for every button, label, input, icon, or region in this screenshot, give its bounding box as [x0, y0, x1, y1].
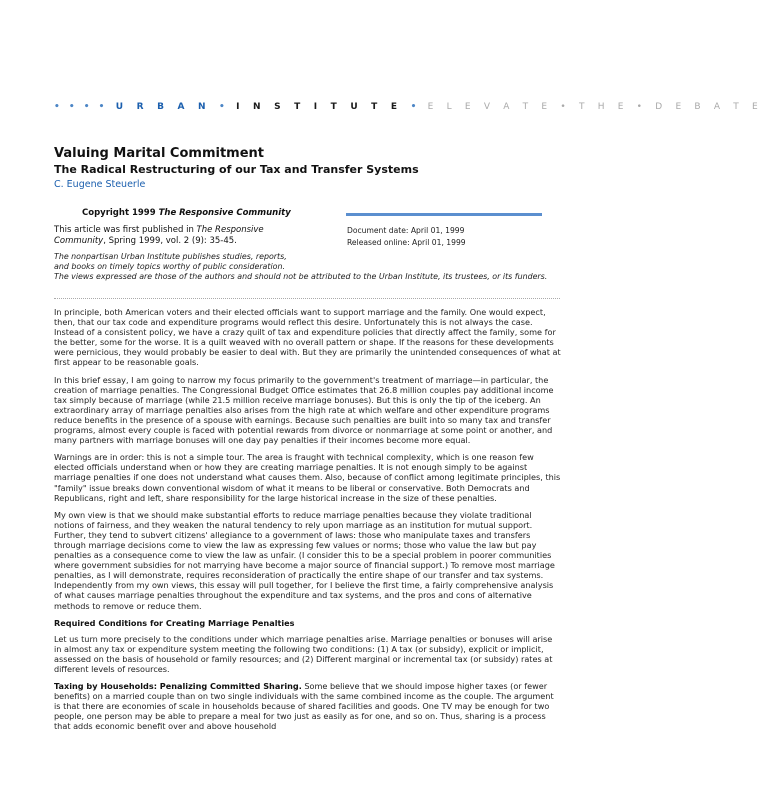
masthead-dots: • • • •: [54, 102, 108, 112]
paragraph: [54, 681, 562, 731]
released-online-date: Released online: April 01, 1999: [347, 238, 466, 247]
paragraph-lead: Taxing by Households: Penalizing Committed Sharing.: [54, 681, 302, 692]
paragraph: Warnings are in order: this is not a simple tour. The area is fraught with technical complexity, which is one reason few elected officials understand when or how they are creating marriage penalties. It is not enough simply to be against marriage penalties if one does not understand what causes them. Also, because of conflict among legitimate principles, this "family" issue breaks down conventional wisdom of what it means to be liberal or conservative. Both Democrats and Republicans, right and left, share responsibility for the large historical increase in the size of these penalties.: [54, 452, 561, 503]
paragraph: My own view is that we should make substantial efforts to reduce marriage penalties because they violate traditional notions of fairness, and they weaken the natural tendency to rely upon marriage as an institution for mutual support. Further, they tend to subvert citizens' allegiance to a government of laws: those who manipulate taxes and transfers through marriage decisions come to view the law as expressing few values or norms; those who value the law but pay penalties as a consequence come to view the law as unfair. (I consider this to be a special problem in poorer communities where government subsidies for not marrying have become a major source of financial support.) To remove most marriage penalties, as I will demonstrate, requires reconsideration of practically the entire shape of our transfer and tax systems. Independently from my own views, this essay will pull together, for I believe the first time, a fairly comprehensive analysis of what causes marriage penalties throughout the expenditure and tax systems, and the pros and cons of alternative methods to remove or reduce them.: [54, 509, 555, 611]
masthead-institute: I N S T I T U T E: [236, 102, 403, 112]
section-heading: Required Conditions for Creating Marriage Penalties: [54, 617, 295, 628]
paragraph-text: Some believe that we should impose higher taxes (or fewer benefits) on a married couple than on two single individuals with the same combined income as the couple. The argument is that there are economies of scale in households because of shared facilities and goods. One TV may be enough for two people, one person may be able to prepare a meal for two just as easily as for one, and so on. Thus, sharing is a process that adds economic benefit over and above household: [54, 681, 554, 732]
masthead-urban: U R B A N: [115, 102, 211, 112]
article-subtitle: The Radical Restructuring of our Tax and Transfer Systems: [54, 163, 419, 176]
article-title: Valuing Marital Commitment: [54, 146, 264, 161]
disclaimer-line: The views expressed are those of the authors and should not be attributed to the Urban Institute, its trustees, or its funders.: [54, 272, 548, 281]
masthead-tagline: E L E V A T E • T H E • D E B A T E: [427, 102, 763, 112]
publication-prefix: This article was first published in: [54, 225, 197, 235]
publication-name: The Responsive Community: [54, 225, 264, 246]
masthead-separator: •: [410, 102, 420, 112]
article-body: [54, 307, 562, 739]
publication-note: [54, 225, 316, 247]
copyright-prefix: Copyright 1999: [82, 208, 159, 218]
copyright-notice: [82, 208, 291, 218]
paragraph: Let us turn more precisely to the conditions under which marriage penalties arise. Marriage penalties or bonuses will arise in almost any tax or expenditure system meeting the following two conditions: (1) A tax (or subsidy), explicit or implicit, assessed on the basis of household or family resources; and (2) Different marginal or incremental tax (or subsidy) rates at different levels of resources.: [54, 633, 553, 674]
disclaimer-line: The nonpartisan Urban Institute publishes studies, reports,: [54, 252, 287, 261]
disclaimer: [54, 252, 564, 282]
author-link[interactable]: C. Eugene Steuerle: [54, 179, 146, 190]
document-dates: [347, 225, 466, 249]
publication-suffix: , Spring 1999, vol. 2 (9): 35-45.: [103, 236, 237, 246]
disclaimer-line: and books on timely topics worthy of public consideration.: [54, 262, 286, 271]
copyright-publication: The Responsive Community: [158, 208, 291, 218]
urban-institute-masthead: [54, 100, 763, 114]
paragraph: In this brief essay, I am going to narrow my focus primarily to the government's treatment of marriage—in particular, the creation of marriage penalties. The Congressional Budget Office estimates that 26.8 million couples pay additional income tax simply because of marriage (while 21.5 million receive marriage bonuses). But this is only the tip of the iceberg. An extraordinary array of marriage penalties also arises from the high rate at which welfare and other expenditure programs reduce benefits in the presence of a spouse with earnings. Because such penalties are built into so many tax and transfer programs, almost every couple is faced with potential rewards from divorce or nonmarriage at some point or another, and many partners with marriage bonuses will one day pay penalties if their incomes become more equal.: [54, 374, 554, 446]
paragraph: In principle, both American voters and their elected officials want to support marriage and the family. One would expect, then, that our tax code and expenditure programs would reflect this desire. Unfortunately this is not always the case. Instead of a consistent policy, we have a crazy quilt of tax and expenditure policies that directly affect the family, some for the better, some for the worse. It is a quilt weaved with no overall pattern or shape. If the reasons for these developments were pernicious, they would probably be easier to deal with. But they are primarily the unintended consequences of what at first appear to be reasonable goals.: [54, 307, 561, 368]
masthead-separator: •: [219, 102, 228, 112]
dotted-separator: [54, 298, 560, 299]
divider-bar: [346, 213, 542, 216]
document-date: Document date: April 01, 1999: [347, 226, 465, 235]
